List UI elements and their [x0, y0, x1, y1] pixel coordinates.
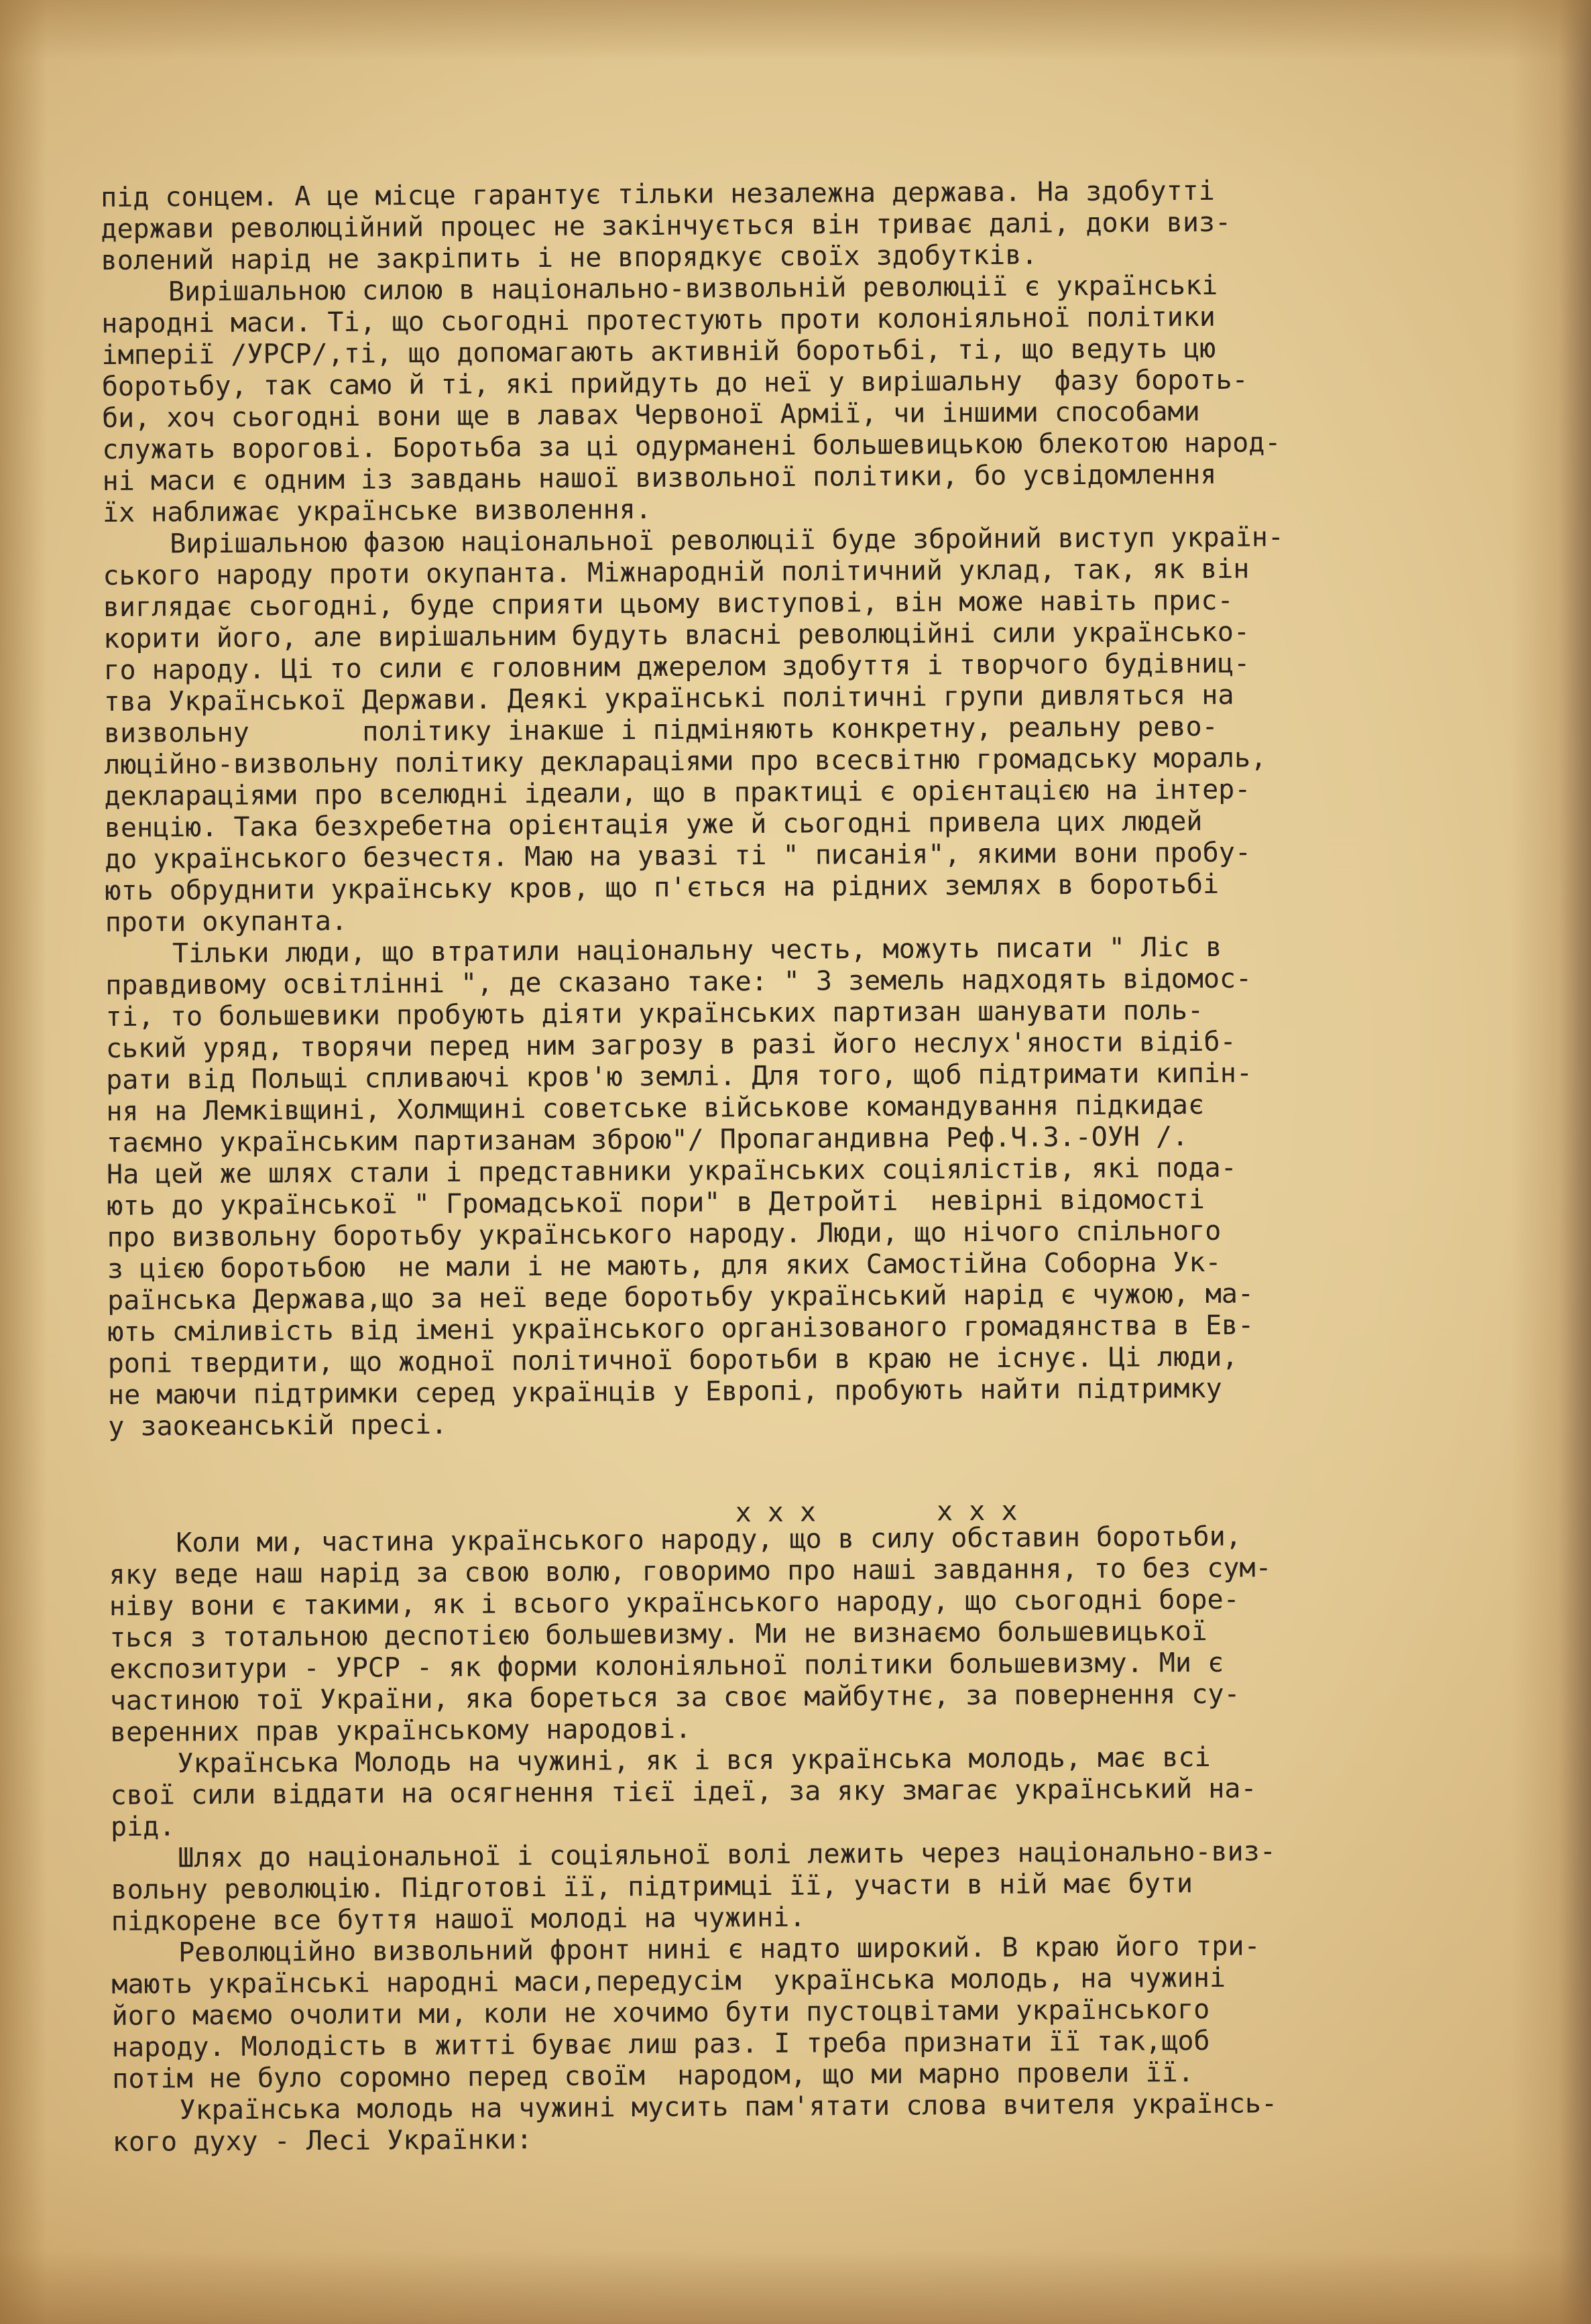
text-line: частиною тої України, яка бореться за своє майбутнє, за повернення су- — [109, 1678, 1240, 1717]
text-line: служать ворогові. Боротьба за ці одурманені большевицькою блекотою народ- — [102, 427, 1281, 465]
text-line: корити його, але вирішальним будуть власні революційні сили українсько- — [103, 616, 1250, 654]
text-line: Вирішальною силою в національно-визвольній революції є українські — [168, 270, 1218, 308]
paragraph — [101, 174, 1563, 277]
text-line: ють обруднити українську кров, що п'ється на рідних землях в боротьбі — [105, 868, 1220, 907]
text-line: Тільки люди, що втратили національну честь, можуть писати " Ліс в — [172, 931, 1222, 970]
text-line: Коли ми, частина українського народу, що в силу обставин боротьби, — [176, 1521, 1242, 1559]
text-line: держави революційний процес не закінчується він триває далі, доки виз- — [101, 207, 1232, 245]
paper-edge-left — [0, 0, 47, 2324]
text-line: ня на Лемківщині, Холмщині советське військове командування підкидає — [106, 1089, 1205, 1127]
text-line: ні маси є одним із завдань нашої визвольної політики, бо усвідомлення — [102, 459, 1217, 497]
text-line: виглядає сьогодні, буде сприяти цьому виступові, він може навіть прис- — [103, 585, 1234, 623]
text-line: визвольну політику інакше і підміняють конкретну, реальну рево- — [103, 711, 1218, 749]
text-line: Шлях до національної і соціяльної волі лежить через національно-виз- — [178, 1836, 1276, 1874]
paragraph — [111, 1835, 1573, 1938]
text-line: ють сміливість від імені українського організованого громадянства в Ев- — [107, 1310, 1254, 1348]
text-line: На цей же шлях стали і представники українських соціялістів, які пода- — [106, 1152, 1237, 1190]
text-line: яку веде наш нарід за свою волю, говоримо про наші завдання, то без сум- — [109, 1552, 1272, 1590]
text-line: свої сили віддати на осягнення тієї ідеї, за яку змагає український на- — [110, 1773, 1257, 1811]
text-line: таємно українським партизанам зброю"/ Пропагандивна Реф.Ч.З.-ОУН /. — [106, 1121, 1189, 1159]
text-line: кого духу - Лесі Українки: — [112, 2124, 533, 2158]
text-line: деклараціями про вселюдні ідеали, що в практиці є орієнтацією на інтер- — [104, 774, 1251, 812]
text-line: ють до української " Громадської пори" в Детройті невірні відомості — [107, 1183, 1205, 1222]
paragraph — [111, 1929, 1574, 2095]
text-line: імперії /УРСР/,ті, що допомагають активній боротьбі, ті, що ведуть цю — [101, 333, 1216, 371]
text-line: Українська молодь на чужині мусить пам'ятати слова вчителя українсь- — [179, 2088, 1278, 2126]
text-line: з цією боротьбою не мали і не мають, для яких Самостійна Соборна Ук- — [107, 1246, 1222, 1285]
text-part-1 — [101, 174, 1570, 1443]
text-line: експозитури - УРСР - як форми колоніяльної політики большевизму. Ми є — [109, 1647, 1224, 1685]
typewritten-text — [101, 174, 1574, 2158]
text-line: під сонцем. А це місце гарантує тільки незалежна держава. На здобутті — [101, 175, 1215, 213]
text-line: тва Української Держави. Деякі українські політичні групи дивляться на — [103, 679, 1234, 717]
paper-edge-top — [0, 0, 1591, 60]
text-line: венцію. Така безхребетна орієнтація уже й сьогодні привела цих людей — [104, 805, 1203, 844]
text-line: ніву вони є такими, як і всього українського народу, що сьогодні боре- — [109, 1584, 1240, 1622]
text-part-2 — [109, 1519, 1574, 2158]
paragraph — [105, 930, 1570, 1443]
text-line: народні маси. Ті, що сьогодні протестують проти колоніяльної політики — [101, 301, 1216, 339]
text-line: ться з тотальною деспотією большевизму. Ми не визнаємо большевицької — [109, 1615, 1207, 1653]
text-line: ропі твердити, що жодної політичної боротьби в краю не існує. Ці люди, — [107, 1341, 1238, 1379]
text-line: Революційно визвольний фронт нині є надто широкий. В краю його три- — [178, 1930, 1260, 1969]
text-line: їх наближає українське визволення. — [102, 493, 652, 528]
text-line: го народу. Ці то сили є головним джерелом здобуття і творчого будівниц- — [103, 648, 1250, 686]
text-line: боротьбу, так само й ті, які прийдуть до неї у вирішальну фазу бороть- — [101, 364, 1248, 402]
text-line: вольну революцію. Підготові її, підтримці її, участи в ній має бути — [111, 1868, 1193, 1906]
divider-mark: x x x — [936, 1495, 1018, 1527]
text-line: рати від Польщі спливаючі кров'ю землі. Для того, щоб підтримати кипін- — [106, 1057, 1253, 1096]
text-line: проти окупанта. — [105, 905, 348, 938]
text-line: правдивому освітлінні ", де сказано таке: " З земель надходять відомос- — [105, 963, 1252, 1001]
text-line: не маючи підтримки серед українців у Европі, пробують найти підтримку — [107, 1373, 1222, 1411]
text-line: ського народу проти окупанта. Міжнародній політичний уклад, так, як він — [103, 553, 1250, 591]
text-line: би, хоч сьогодні вони ще в лавах Червоної Армії, чи іншими способами — [102, 396, 1200, 434]
paragraph — [112, 2087, 1574, 2158]
text-line: мають українські народні маси,передусім українська молодь, на чужині — [111, 1962, 1226, 2000]
text-line: підкорене все буття нашої молоді на чужині. — [111, 1902, 806, 1937]
text-line: до українського безчестя. Маю на увазі ті " писанія", якими вони пробу- — [105, 837, 1252, 875]
paragraph — [109, 1519, 1572, 1749]
text-line: Вирішальною фазою національної революції буде збройний виступ україн- — [170, 522, 1285, 560]
text-line: у заокеанській пресі. — [108, 1409, 448, 1442]
text-line: ті, то большевики пробують діяти українських партизан шанувати поль- — [105, 994, 1204, 1033]
text-line: народу. Молодість в житті буває лиш раз. І треба признати її так,щоб — [111, 2025, 1210, 2063]
paragraph — [103, 520, 1567, 939]
text-line: Українська Молодь на чужині, як і вся українська молодь, має всі — [177, 1741, 1211, 1780]
paragraph — [101, 268, 1564, 529]
text-line: про визвольну боротьбу українського народу. Люди, що нічого спільного — [107, 1215, 1222, 1253]
text-line: рід. — [110, 1811, 176, 1843]
text-line: раїнська Держава,що за неї веде боротьбу український нарід є чужою, ма- — [107, 1278, 1254, 1316]
text-line: потім не було соромно перед своїм народом, що ми марно провели її. — [112, 2057, 1194, 2095]
text-line: його маємо очолити ми, коли не хочимо бути пустоцвітами українського — [111, 1993, 1210, 2032]
text-line: люційно-визвольну політику деклараціями про всесвітню громадську мораль, — [104, 742, 1267, 780]
paragraph — [110, 1740, 1572, 1843]
text-line: веренних прав українському народові. — [109, 1713, 692, 1748]
paper-edge-bottom — [0, 2250, 1591, 2324]
divider-mark: x x x — [735, 1497, 817, 1529]
text-line: волений нарід не закріпить і не впорядкує своїх здобутків. — [101, 239, 1038, 276]
text-line: ський уряд, творячи перед ним загрозу в разі його неслух'яности відіб- — [105, 1026, 1236, 1064]
